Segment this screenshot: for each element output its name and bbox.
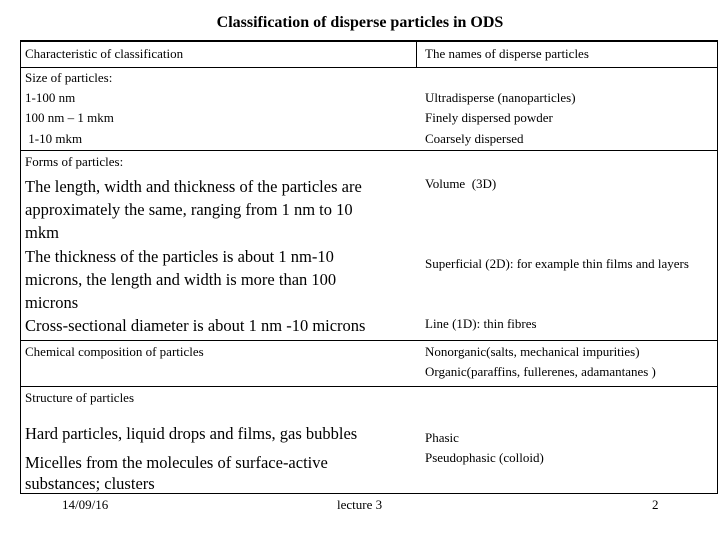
forms-heading: Forms of particles: (25, 154, 124, 169)
forms-name: Volume (3D) (425, 176, 497, 191)
size-name: Coarsely dispersed (425, 131, 524, 146)
forms-description: microns (25, 293, 79, 312)
chemical-name: Organic(paraffins, fullerenes, adamantanes ) (425, 364, 656, 379)
forms-description: approximately the same, ranging from 1 nm to 10 (25, 200, 353, 219)
header-column-divider (416, 40, 417, 67)
size-range: 100 nm – 1 mkm (25, 110, 114, 125)
structure-name: Phasic (425, 430, 459, 445)
size-heading: Size of particles: (25, 70, 113, 85)
forms-description: mkm (25, 223, 59, 242)
size-section-divider (20, 150, 718, 151)
size-range: 1-100 nm (25, 90, 76, 105)
header-characteristic: Characteristic of classification (25, 46, 184, 61)
forms-name: Line (1D): thin fibres (425, 316, 537, 331)
forms-description: microns, the length and width is more than 100 (25, 270, 337, 289)
structure-description: Micelles from the molecules of surface-active (25, 453, 328, 472)
footer-date: 14/09/16 (62, 497, 109, 512)
forms-description: The length, width and thickness of the particles are (25, 177, 362, 196)
size-name: Finely dispersed powder (425, 110, 553, 125)
size-name: Ultradisperse (nanoparticles) (425, 90, 576, 105)
chemical-heading: Chemical composition of particles (25, 344, 204, 359)
forms-section-divider (20, 340, 718, 341)
table-top-border (20, 40, 718, 42)
slide-title: Classification of disperse particles in ODS (216, 14, 504, 31)
size-range: 1-10 mkm (25, 131, 83, 146)
footer-lecture: lecture 3 (337, 497, 383, 512)
forms-description: The thickness of the particles is about 1 nm-10 (25, 247, 334, 266)
chemical-name: Nonorganic(salts, mechanical impurities) (425, 344, 640, 359)
forms-description: Cross-sectional diameter is about 1 nm -10 microns (25, 316, 366, 335)
structure-description: Hard particles, liquid drops and films, gas bubbles (25, 424, 358, 443)
header-particle-names: The names of disperse particles (425, 46, 589, 61)
structure-heading: Structure of particles (25, 390, 135, 405)
footer-page-number: 2 (652, 497, 659, 512)
chemical-section-divider (20, 386, 718, 387)
forms-name: Superficial (2D): for example thin films and layers (425, 256, 689, 271)
structure-name: Pseudophasic (colloid) (425, 450, 544, 465)
structure-description: substances; clusters (25, 474, 155, 493)
header-divider (20, 67, 718, 68)
